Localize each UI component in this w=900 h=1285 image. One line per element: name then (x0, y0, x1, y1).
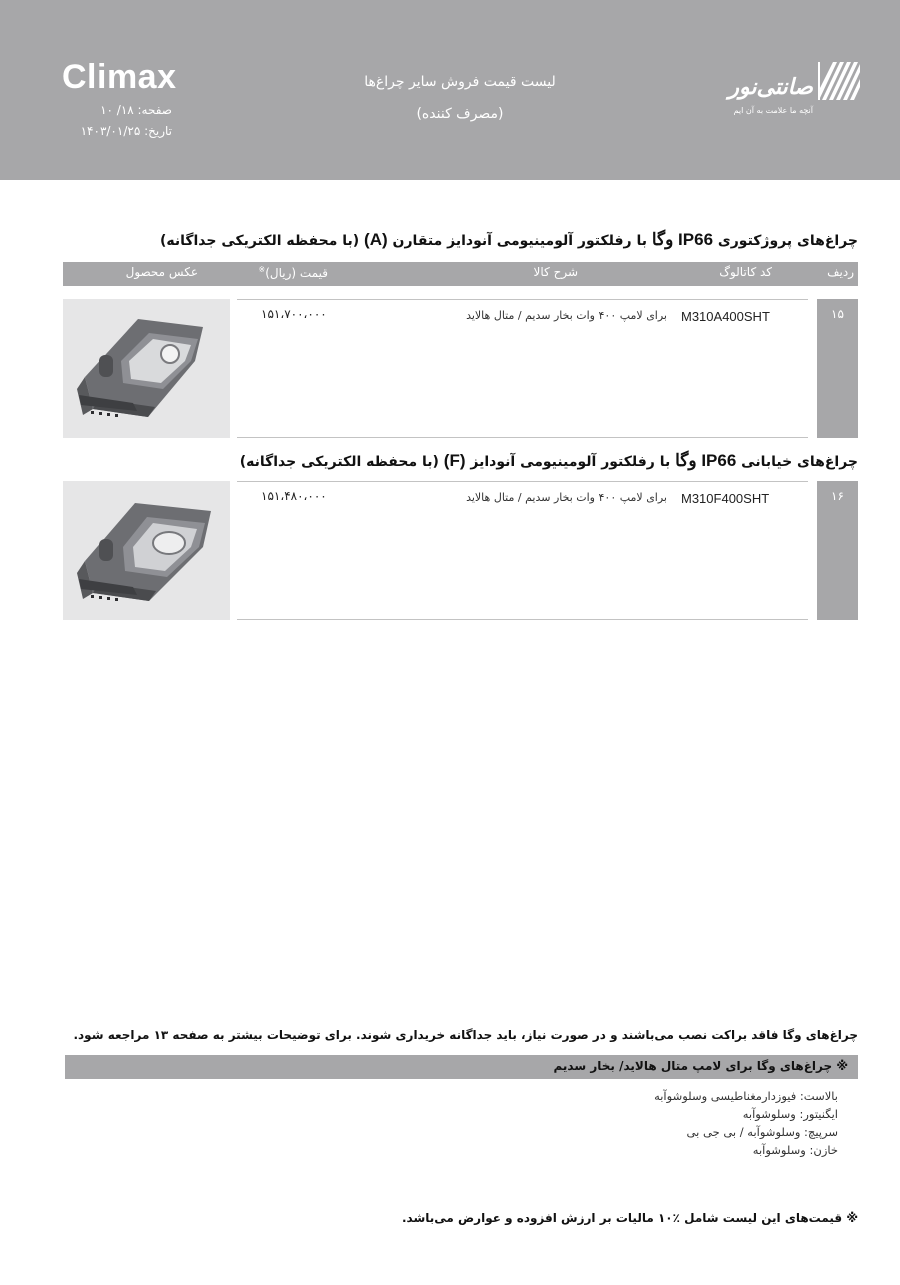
row-number: ۱۶ (817, 481, 858, 620)
row-number: ۱۵ (817, 299, 858, 438)
catalog-code: M310F400SHT (681, 491, 770, 506)
section-title-f (240, 451, 858, 471)
brand-name: Climax (62, 58, 177, 96)
section-f-title-end: (با محفظه الکتریکی جداگانه) (239, 454, 439, 470)
company-logo (718, 60, 863, 125)
tax-note: ※ قیمت‌های این لیست شامل ٪۱۰ مالیات بر ارزش افزوده و عوارض می‌باشد. (401, 1211, 858, 1225)
page-number: صفحه: ۱۸/ ۱۰ (100, 103, 172, 117)
logo-text: صانتی‌نور (728, 74, 813, 100)
table-row (237, 481, 808, 620)
logo-tagline: آنچه ما علامت به آن ایم (733, 106, 813, 115)
spec-item-socket: سرپیچ: وسلوشوآبه / بی جی بی (686, 1125, 838, 1139)
section-f-title-desc: با رفلکتور آلومینیومی آنودایز (470, 454, 671, 470)
product-price: ۱۵۱،۴۸۰،۰۰۰ (261, 489, 327, 503)
col-price (259, 265, 328, 280)
section-f-model: IP66 وگا (675, 451, 737, 470)
catalog-code: M310A400SHT (681, 309, 770, 324)
floodlight-icon (63, 299, 230, 438)
table-header (63, 262, 858, 286)
section-a-model: IP66 وگا (651, 230, 714, 249)
spec-title-bar (65, 1055, 858, 1079)
product-photo (63, 481, 230, 620)
col-photo: عکس محصول (125, 265, 198, 279)
product-photo (63, 299, 230, 438)
section-a-title-desc: با رفلکتور آلومینیومی آنودایز متقارن (392, 233, 647, 249)
document-title (320, 66, 600, 130)
document-date: تاریخ: ۱۴۰۳/۰۱/۲۵ (80, 124, 172, 138)
table-row (237, 299, 808, 438)
spec-title: ※ چراغ‌های وگا برای لامپ متال هالاید/ بخار سدیم (553, 1059, 848, 1073)
product-price: ۱۵۱،۷۰۰،۰۰۰ (261, 307, 327, 321)
product-description: برای لامپ ۴۰۰ وات بخار سدیم / متال هالاید (466, 309, 667, 322)
col-row-number: ردیف (827, 265, 854, 279)
page-header (0, 0, 900, 180)
col-price-mark: ※ (258, 265, 266, 274)
spec-item-capacitor: خازن: وسلوشوآبه (752, 1143, 838, 1157)
product-description: برای لامپ ۴۰۰ وات بخار سدیم / متال هالاید (466, 491, 667, 504)
section-a-title-text: چراغ‌های پروژکتوری (717, 233, 858, 249)
spec-item-ballast: بالاست: فیوزدارمغناطیسی وسلوشوآبه (654, 1089, 838, 1103)
page-info (62, 100, 172, 142)
spec-list (578, 1087, 838, 1159)
document-title-line2: (مصرف کننده) (416, 106, 504, 122)
bracket-note: چراغ‌های وگا فاقد براکت نصب می‌باشند و در صورت نیاز، باید جداگانه خریداری شوند. برای توضیحات بیشتر به صفحه ۱۳ مراجعه شود. (73, 1028, 858, 1042)
floodlight-icon (63, 481, 230, 620)
section-title-a (160, 230, 858, 250)
section-a-title-end: (با محفظه الکتریکی جداگانه) (159, 233, 360, 249)
document-title-line1: لیست قیمت فروش سایر چراغ‌ها (364, 74, 556, 90)
section-f-code: (F) (443, 451, 466, 470)
section-f-title-text: چراغ‌های خیابانی (741, 454, 858, 470)
section-a-code: (A) (364, 230, 388, 249)
col-description: شرح کالا (533, 265, 578, 279)
col-price-label: قیمت (ریال) (265, 266, 328, 280)
spec-item-ignitor: ایگنیتور: وسلوشوآبه (742, 1107, 838, 1121)
col-catalog-code: کد کاتالوگ (719, 265, 772, 279)
